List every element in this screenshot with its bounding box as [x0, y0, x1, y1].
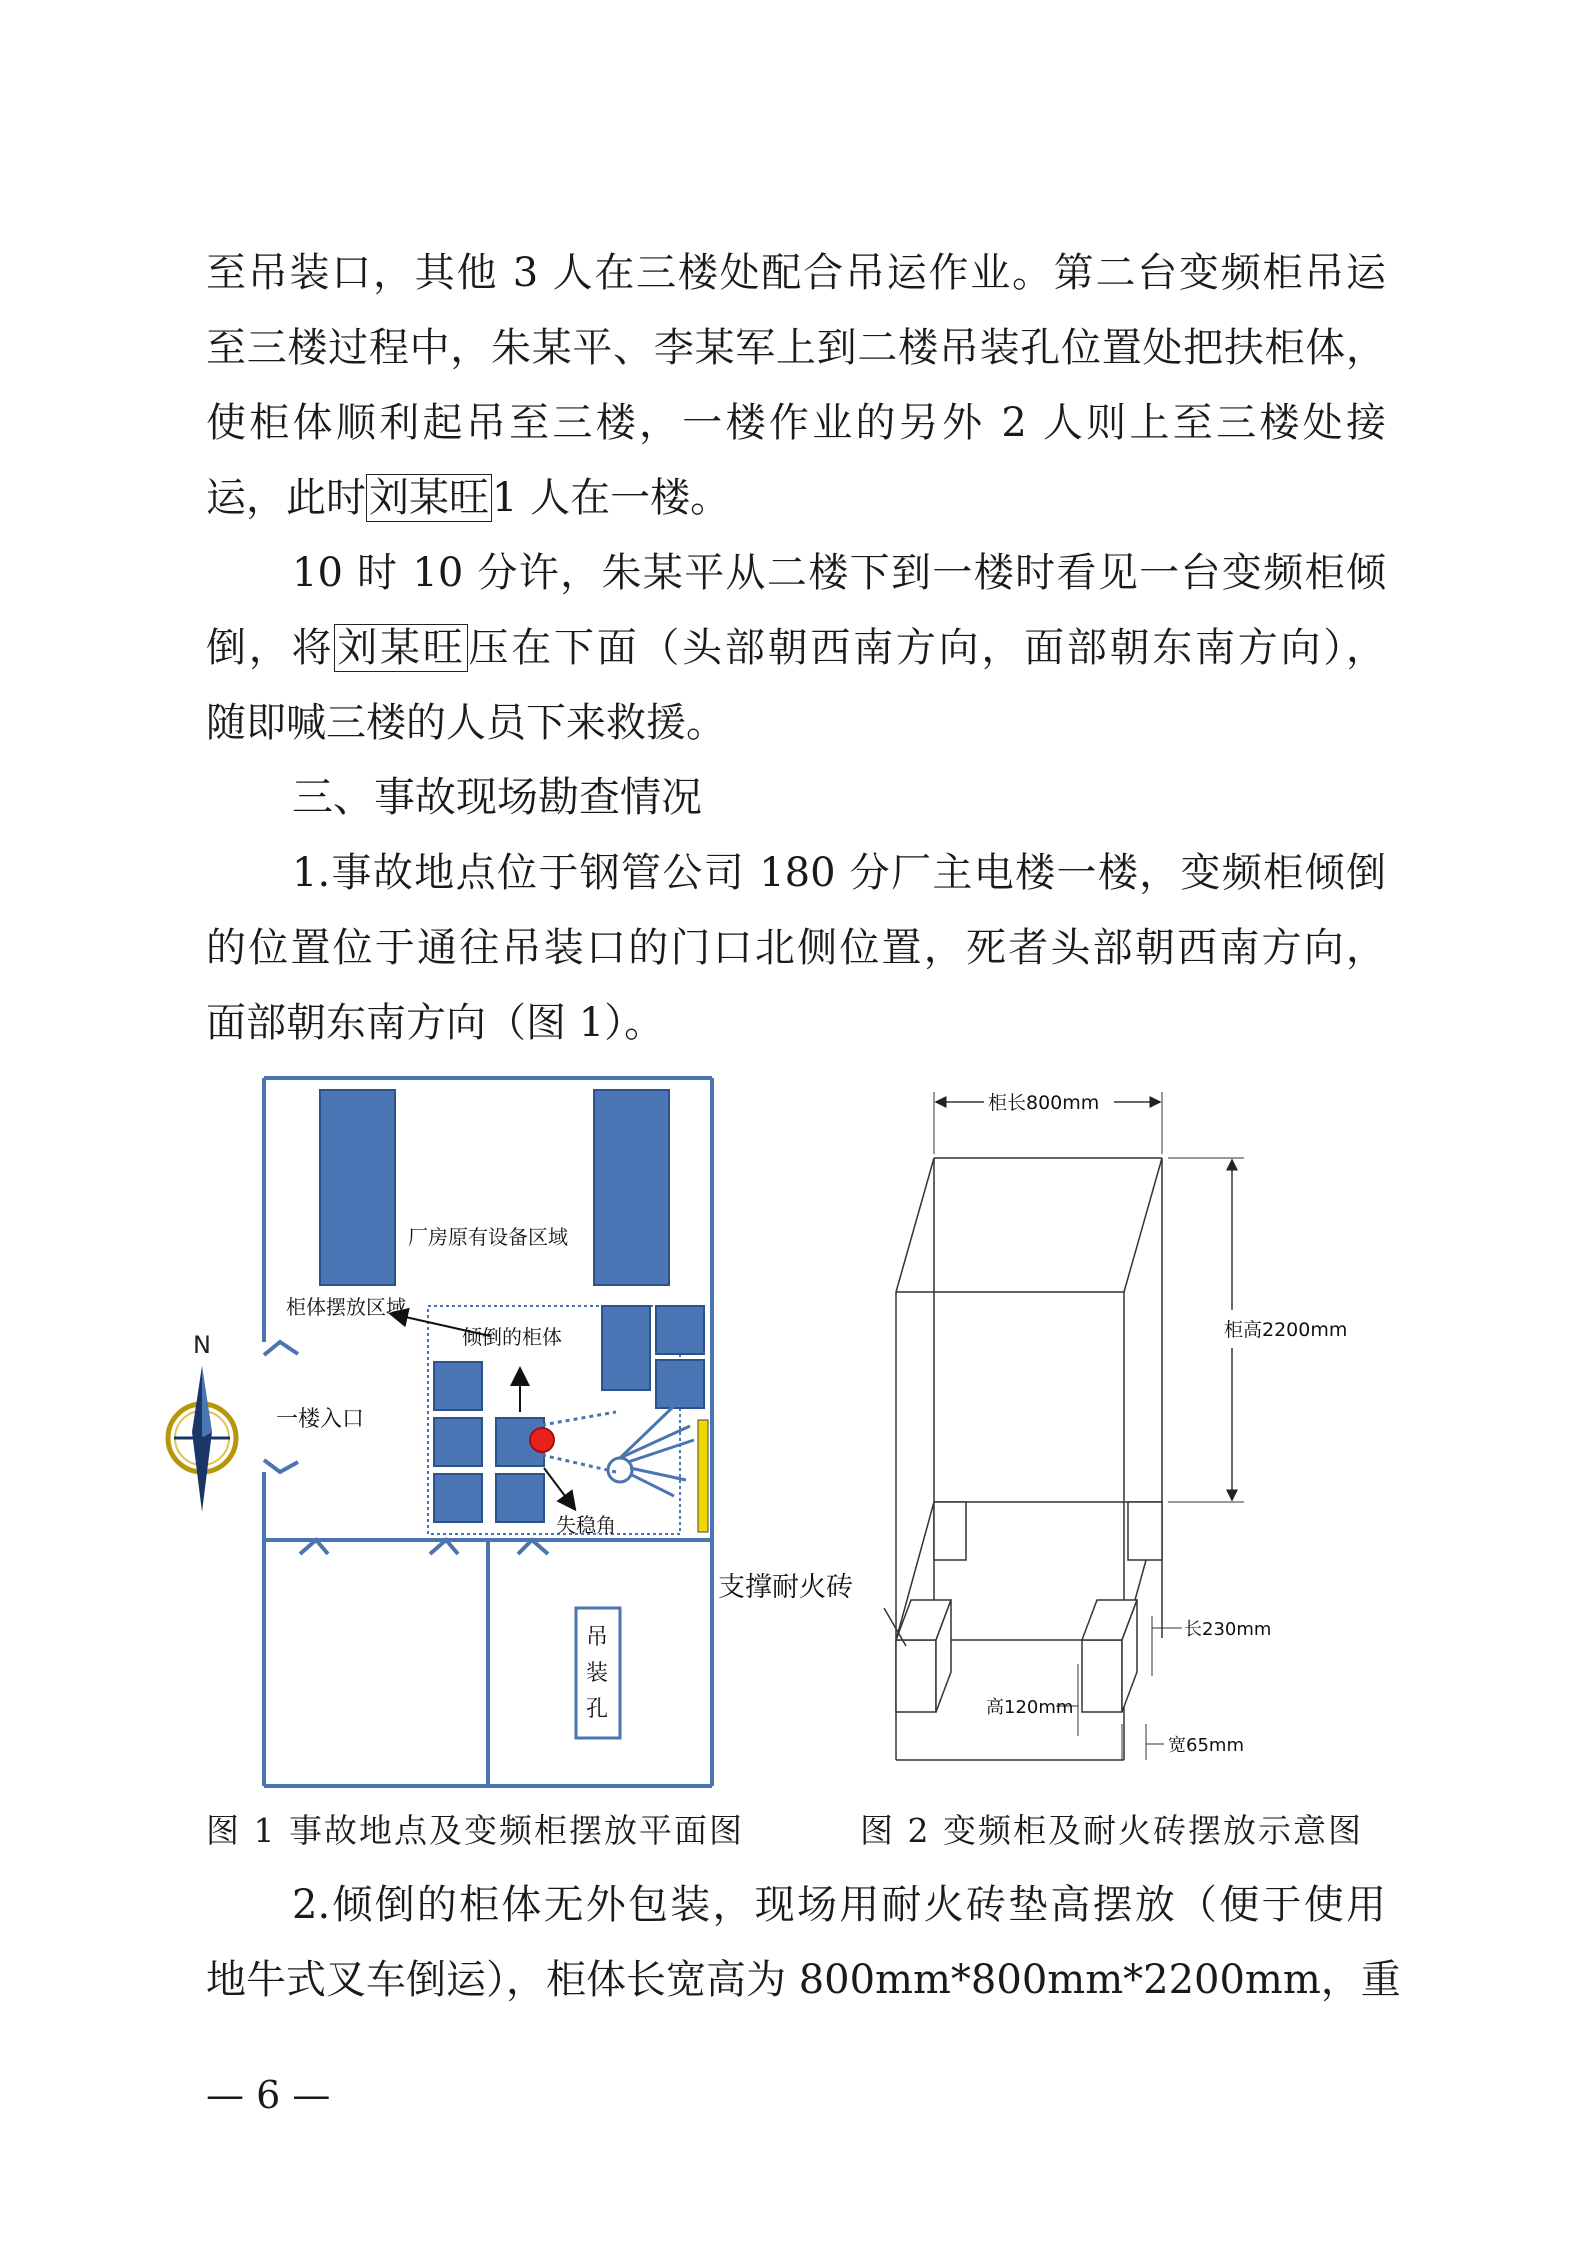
paragraph-3-line-1: 1.事故地点位于钢管公司 180 分厂主电楼一楼，变频柜倾倒: [292, 850, 1386, 896]
victim-location-marker: [530, 1428, 554, 1452]
support-bricks: [896, 1502, 1162, 1712]
boxed-name: 刘某旺: [366, 474, 492, 522]
paragraph-4-line-2: 地牛式叉车倒运），柜体长宽高为 800mm*800mm*2200mm，重: [206, 1957, 1401, 2003]
paragraph-4: [206, 1868, 1401, 2018]
paragraph-4-line-1: 2.倾倒的柜体无外包装，现场用耐火砖垫高摆放（便于使用: [292, 1882, 1386, 1928]
paragraph-3: [206, 836, 1386, 1061]
paragraph-1-line-3: 使柜体顺利起吊至三楼，一楼作业的另外 2 人则上至三楼处接: [206, 400, 1386, 446]
toppled-cabinet-trajectory: [542, 1406, 694, 1496]
paragraph-3-line-2: 的位置位于通往吊装口的门口北侧位置，死者头部朝西南方向，: [206, 925, 1386, 971]
figure-2-cabinet-schematic: [716, 1060, 1396, 1800]
hoist-hole-char-3: 孔: [586, 1697, 609, 1722]
boxed-name: 刘某旺: [334, 624, 468, 672]
label-entrance: 一楼入口: [276, 1407, 365, 1432]
figure-1-floor-plan: [150, 1060, 730, 1800]
compass-north-label: N: [193, 1331, 211, 1359]
figure-1-caption: 图 1 事故地点及变频柜摆放平面图: [206, 1811, 744, 1850]
interior-door-marks: [300, 1540, 548, 1554]
paragraph-2-line-1: 10 时 10 分许，朱某平从二楼下到一楼时看见一台变频柜倾: [292, 550, 1386, 596]
paragraph-1-line-4-before: 运，此时: [206, 475, 366, 521]
paragraph-2: [206, 536, 1386, 761]
paragraph-2-line-2-after: 压在下面（头部朝西南方向，面部朝东南方向），: [468, 625, 1387, 671]
label-cabinet-area: 柜体摆放区域: [286, 1295, 406, 1319]
paragraph-1-line-4-after: 1 人在一楼。: [492, 475, 731, 521]
figure-2-caption: 图 2 变频柜及耐火砖摆放示意图: [860, 1811, 1363, 1850]
paragraph-2-line-2-before: 倒，将: [206, 625, 335, 671]
label-cabinet-length: 柜长800mm: [988, 1092, 1100, 1114]
hoist-hole-char-1: 吊: [586, 1625, 609, 1650]
arrow-to-lost-stability: [544, 1468, 574, 1508]
label-brick-length: 长230mm: [1184, 1619, 1272, 1640]
section-heading: 三、事故现场勘查情况: [292, 773, 702, 821]
compass-icon: [168, 1331, 236, 1512]
paragraph-1: [206, 236, 1386, 536]
label-toppled-cabinet: 倾倒的柜体: [462, 1325, 562, 1349]
paragraph-1-line-2: 至三楼过程中，朱某平、李某军上到二楼吊装孔位置处把扶柜体，: [206, 325, 1386, 371]
hoist-hole-char-2: 装: [586, 1661, 609, 1686]
label-support-bricks: 支撑耐火砖: [718, 1572, 853, 1603]
label-existing-equipment: 厂房原有设备区域: [408, 1225, 568, 1249]
yellow-wall-highlight: [698, 1420, 708, 1532]
page-number: — 6 —: [206, 2073, 331, 2117]
paragraph-2-line-2: [206, 611, 1386, 686]
label-cabinet-height: 柜高2200mm: [1224, 1319, 1348, 1341]
existing-equipment: [320, 1090, 669, 1285]
paragraph-1-line-1: 至吊装口，其他 3 人在三楼处配合吊运作业。第二台变频柜吊运: [206, 250, 1386, 296]
label-brick-height: 高120mm: [986, 1697, 1074, 1718]
paragraph-1-line-4: [206, 461, 1386, 536]
paragraph-2-line-3: 随即喊三楼的人员下来救援。: [206, 700, 726, 746]
label-lost-stability-corner: 失稳角: [556, 1513, 616, 1537]
paragraph-3-line-3: 面部朝东南方向（图 1）。: [206, 1000, 665, 1046]
label-brick-width: 宽65mm: [1168, 1735, 1244, 1756]
